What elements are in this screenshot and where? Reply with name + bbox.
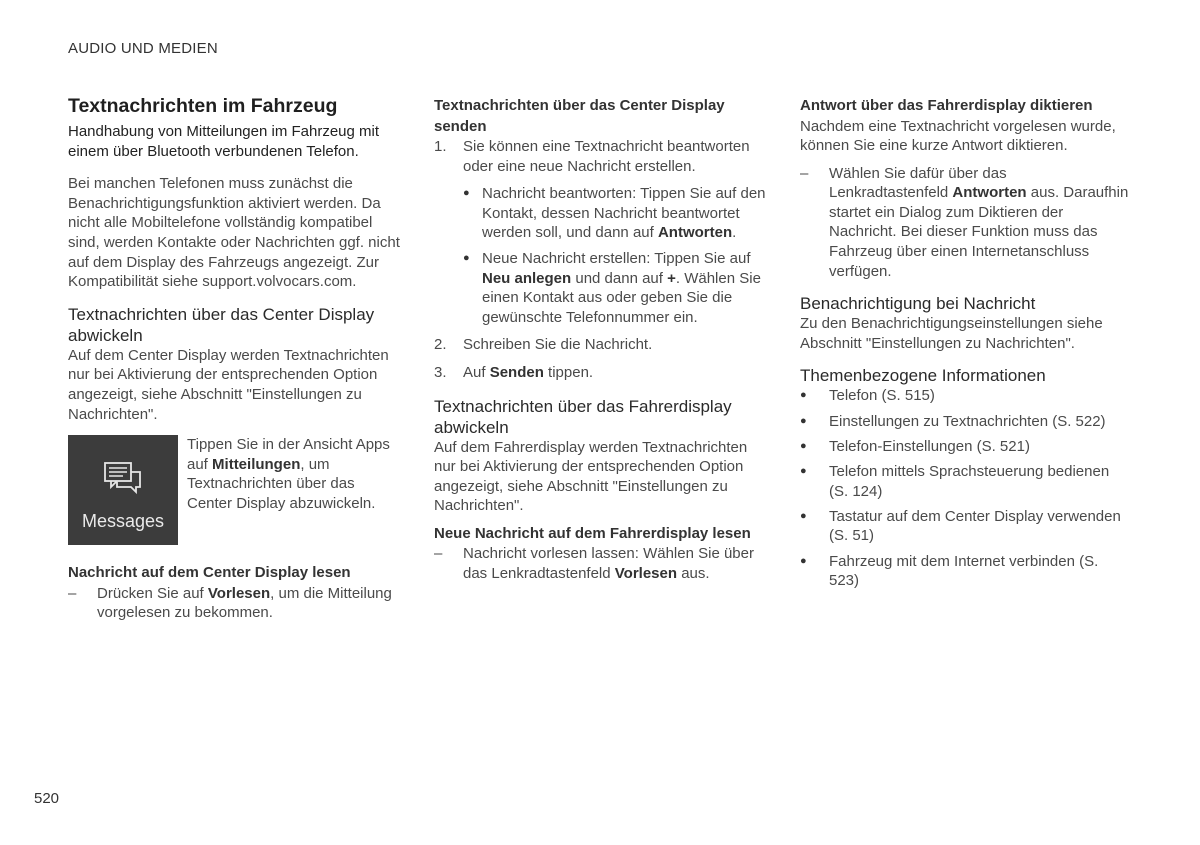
bullet-marker: ● [800,509,807,522]
bullet-marker: ● [800,439,807,452]
step-number: 2. [434,336,447,354]
dictate-heading: Antwort über das Fahrerdisplay diktieren [800,97,1093,114]
bullet-marker: ● [800,554,807,567]
dash-marker: – [434,545,443,563]
bullet-marker: ● [463,187,470,200]
list-item: ● Neue Nachricht erstellen: Tippen Sie auf Neu anlegen und dann auf +. Wählen Sie einen Kontakt aus oder geben Sie die gewünschte Telefonnummer ein. [463,249,761,326]
list-item: 2. Schreiben Sie die Nachricht. [434,336,653,354]
dictate-text: Nachdem eine Textnachricht vorgelesen wurde, können Sie eine kurze Antwort diktieren. [800,117,1116,155]
center-display-text: Auf dem Center Display werden Textnachrichten nur bei Aktivierung der entsprechenden Option angezeigt, siehe Abschnitt "Einstellungen zu Nachrichten". [68,346,389,423]
read-message-step: – Drücken Sie auf Vorlesen, um die Mitteilung vorgelesen zu bekommen. [68,584,392,622]
intro-text: Handhabung von Mitteilungen im Fahrzeug mit einem über Bluetooth verbundenen Telefon. [68,123,380,160]
column-2 [434,96,769,584]
send-heading: Textnachrichten über das Center Display senden [434,97,725,135]
step-number: 1. [434,138,447,155]
list-item: 3. Auf Senden tippen. [434,363,594,381]
dash-marker: – [68,584,77,602]
driver-display-heading: Textnachrichten über das Fahrerdisplay abwickeln [434,396,732,437]
dictate-step: – Wählen Sie dafür über das Lenkradtastenfeld Antworten aus. Daraufhin startet ein Dialog zum Diktieren der Nachricht. Bei dieser Funktion muss das Fahrzeug über einen Internetanschluss verfügen. [800,164,1129,280]
column-1 [68,94,403,623]
list-item[interactable]: ● Telefon mittels Sprachsteuerung bedienen (S. 124) [800,463,1110,500]
list-item[interactable]: ● Telefon (S. 515) [800,387,935,405]
read-driver-step: – Nachricht vorlesen lassen: Wählen Sie über das Lenkradtastenfeld Vorlesen aus. [434,545,754,582]
read-driver-heading: Neue Nachricht auf dem Fahrerdisplay lesen [434,524,751,542]
page-number: 520 [34,790,60,807]
notification-heading: Benachrichtigung bei Nachricht [800,294,1036,314]
bullet-marker: ● [463,251,470,264]
list-item[interactable]: ● Telefon-Einstellungen (S. 521) [800,437,1030,455]
bullet-marker: ● [800,389,807,402]
list-item[interactable]: ● Fahrzeug mit dem Internet verbinden (S. 523) [800,552,1099,590]
list-item[interactable]: ● Tastatur auf dem Center Display verwenden (S. 51) [800,507,1121,545]
driver-display-text: Auf dem Fahrerdisplay werden Textnachrichten nur bei Aktivierung der entsprechenden Option angezeigt, siehe Abschnitt "Einstellungen zu Nachrichten". [434,438,748,515]
apps-instruction: Tippen Sie in der Ansicht Apps auf Mitteilungen, um Textnachrichten über das Center Display abzuwickeln. [187,436,390,512]
compatibility-paragraph: Bei manchen Telefonen muss zunächst die Benachrichtigungsfunktion aktiviert werden. Da nicht alle Mobiltelefone vollständig kompatibel sind, werden Kontakte oder Nachrichten ggf. nicht auf dem Display des Fahrzeugs angezeigt. Zur Kompatibilität siehe support.volvocars.com. [68,175,400,291]
messages-app-tile [68,435,178,545]
dash-marker: – [800,164,809,182]
related-links [800,386,1130,590]
bullet-marker: ● [800,465,807,477]
page-title: Textnachrichten im Fahrzeug [68,95,338,117]
list-item: ● Nachricht beantworten: Tippen Sie auf den Kontakt, dessen Nachricht beantwortet werden soll, und dann auf Antworten. [463,185,766,242]
step-number: 3. [434,363,447,381]
list-item: 1. Sie können eine Textnachricht beantworten oder eine neue Nachricht erstellen. [434,138,750,175]
bullet-marker: ● [800,414,807,427]
read-message-heading: Nachricht auf dem Center Display lesen [68,564,351,582]
messages-app-label: Messages [81,510,165,531]
related-info-heading: Themenbezogene Informationen [800,366,1046,386]
list-item[interactable]: ● Einstellungen zu Textnachrichten (S. 522) [800,412,1106,430]
messages-app-block [68,435,403,545]
column-3 [800,96,1130,596]
center-display-heading: Textnachrichten über das Center Display abwickeln [68,304,375,345]
messages-icon [103,460,143,500]
notification-text: Zu den Benachrichtigungseinstellungen siehe Abschnitt "Einstellungen zu Nachrichten". [800,315,1103,352]
section-header: AUDIO UND MEDIEN [68,40,218,57]
